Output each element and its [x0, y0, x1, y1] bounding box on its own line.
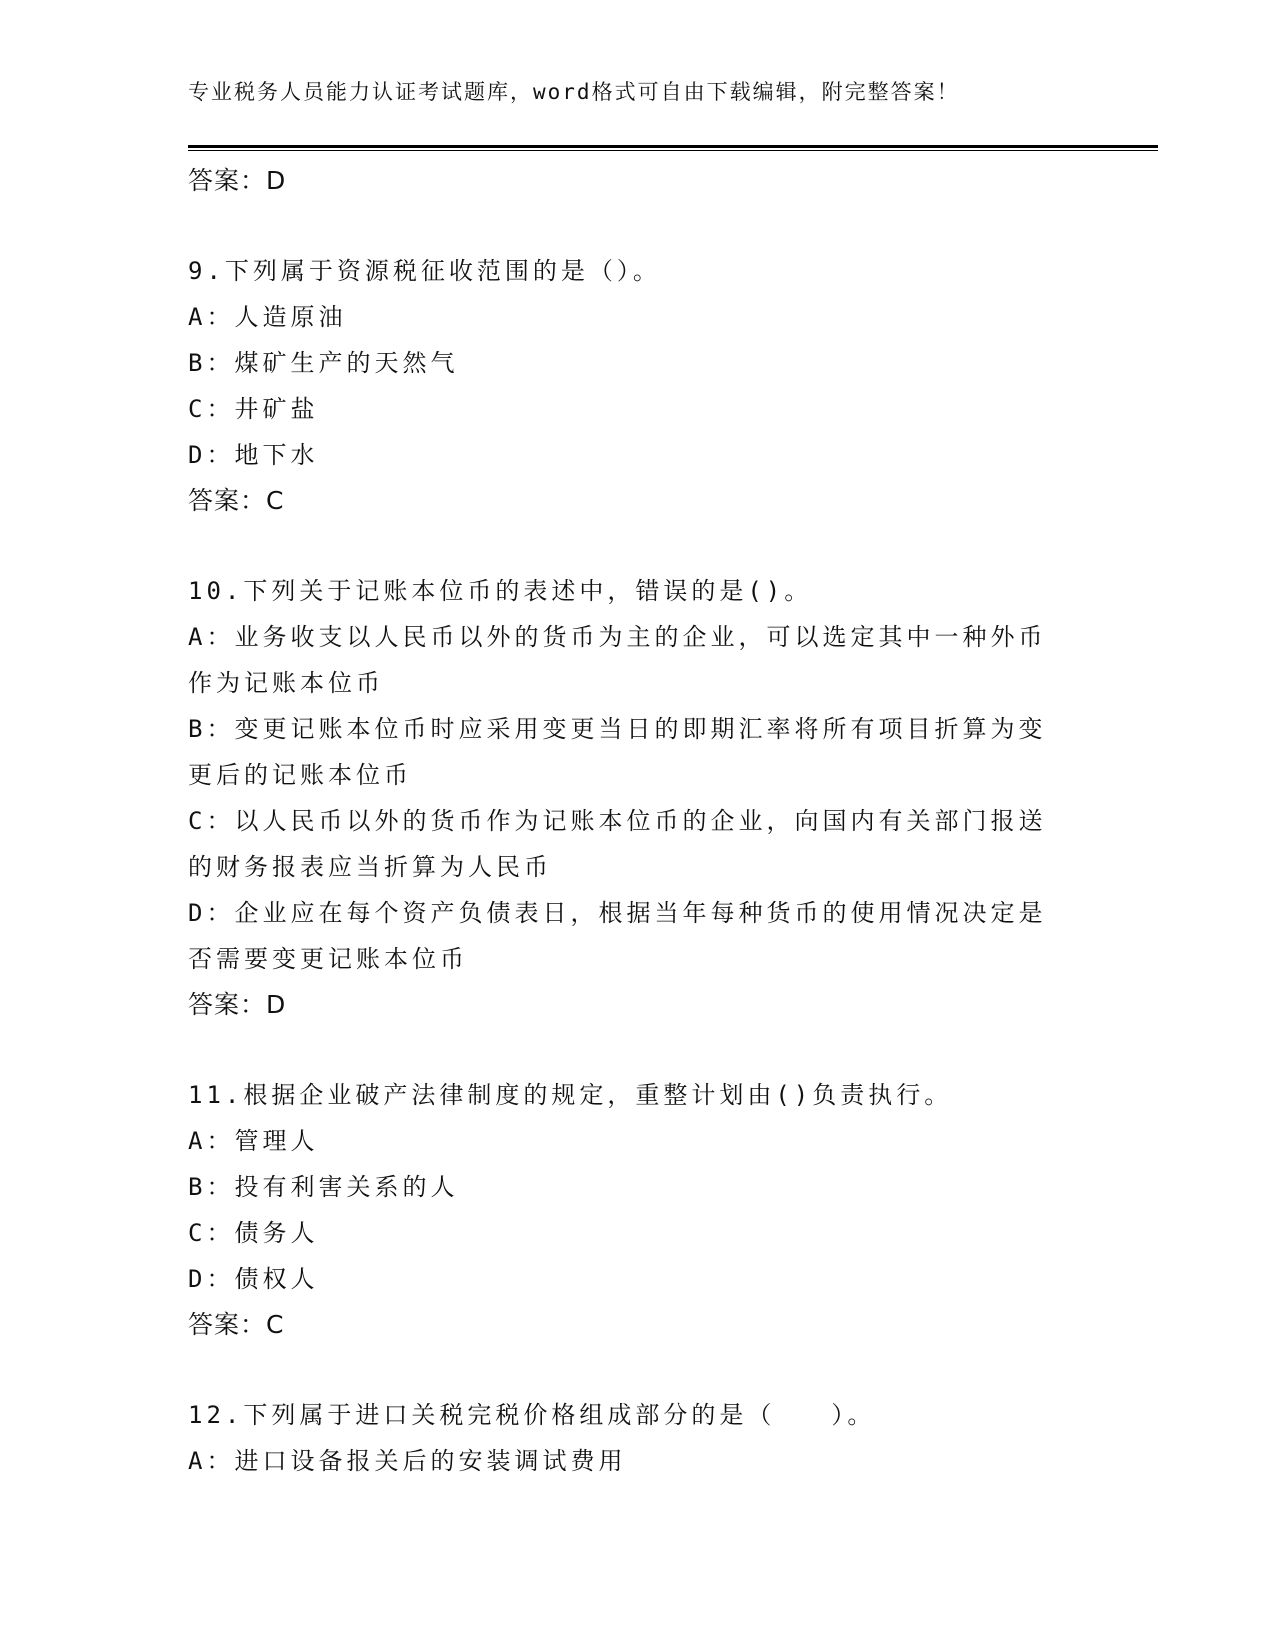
header-rule-thin — [188, 150, 1158, 151]
option-b: B：投有利害关系的人 — [188, 1173, 459, 1201]
option-c-line-2: 的财务报表应当折算为人民币 — [188, 853, 552, 881]
option-b-line-2: 更后的记账本位币 — [188, 761, 412, 789]
option-a: A：管理人 — [188, 1127, 319, 1155]
option-b: B：煤矿生产的天然气 — [188, 349, 459, 377]
option-d: D：债权人 — [188, 1265, 319, 1293]
option-a — [188, 614, 1088, 706]
page-header: 专业税务人员能力认证考试题库，word格式可自由下载编辑，附完整答案！ — [188, 80, 960, 104]
option-a-line-2: 作为记账本位币 — [188, 669, 384, 697]
option-c: C：债务人 — [188, 1219, 319, 1247]
option-c — [188, 798, 1088, 890]
option-a: A：进口设备报关后的安装调试费用 — [188, 1447, 627, 1475]
option-b-line-1: B：变更记账本位币时应采用变更当日的即期汇率将所有项目折算为变 — [188, 715, 1047, 743]
option-a-line-1: A：业务收支以人民币以外的货币为主的企业，可以选定其中一种外币 — [188, 623, 1047, 651]
answer-line: 答案：D — [188, 166, 287, 195]
option-d-line-2: 否需要变更记账本位币 — [188, 945, 468, 973]
question-title: 9.下列属于资源税征收范围的是（）。 — [188, 257, 661, 285]
question-list — [188, 158, 1088, 1484]
question-title: 10.下列关于记账本位币的表述中，错误的是()。 — [188, 577, 813, 605]
option-c: C：井矿盐 — [188, 395, 319, 423]
answer-line: 答案：D — [188, 990, 287, 1019]
option-a: A：人造原油 — [188, 303, 347, 331]
option-d-line-1: D：企业应在每个资产负债表日，根据当年每种货币的使用情况决定是 — [188, 899, 1047, 927]
option-d: D：地下水 — [188, 441, 319, 469]
answer-line: 答案：C — [188, 1310, 285, 1339]
question-title: 11.根据企业破产法律制度的规定，重整计划由()负责执行。 — [188, 1081, 953, 1109]
option-d — [188, 890, 1088, 982]
question-title: 12.下列属于进口关税完税价格组成部分的是（ ）。 — [188, 1401, 876, 1429]
option-c-line-1: C：以人民币以外的货币作为记账本位币的企业，向国内有关部门报送 — [188, 807, 1047, 835]
answer-line: 答案：C — [188, 486, 285, 515]
option-b — [188, 706, 1088, 798]
header-rule-thick — [188, 145, 1158, 148]
